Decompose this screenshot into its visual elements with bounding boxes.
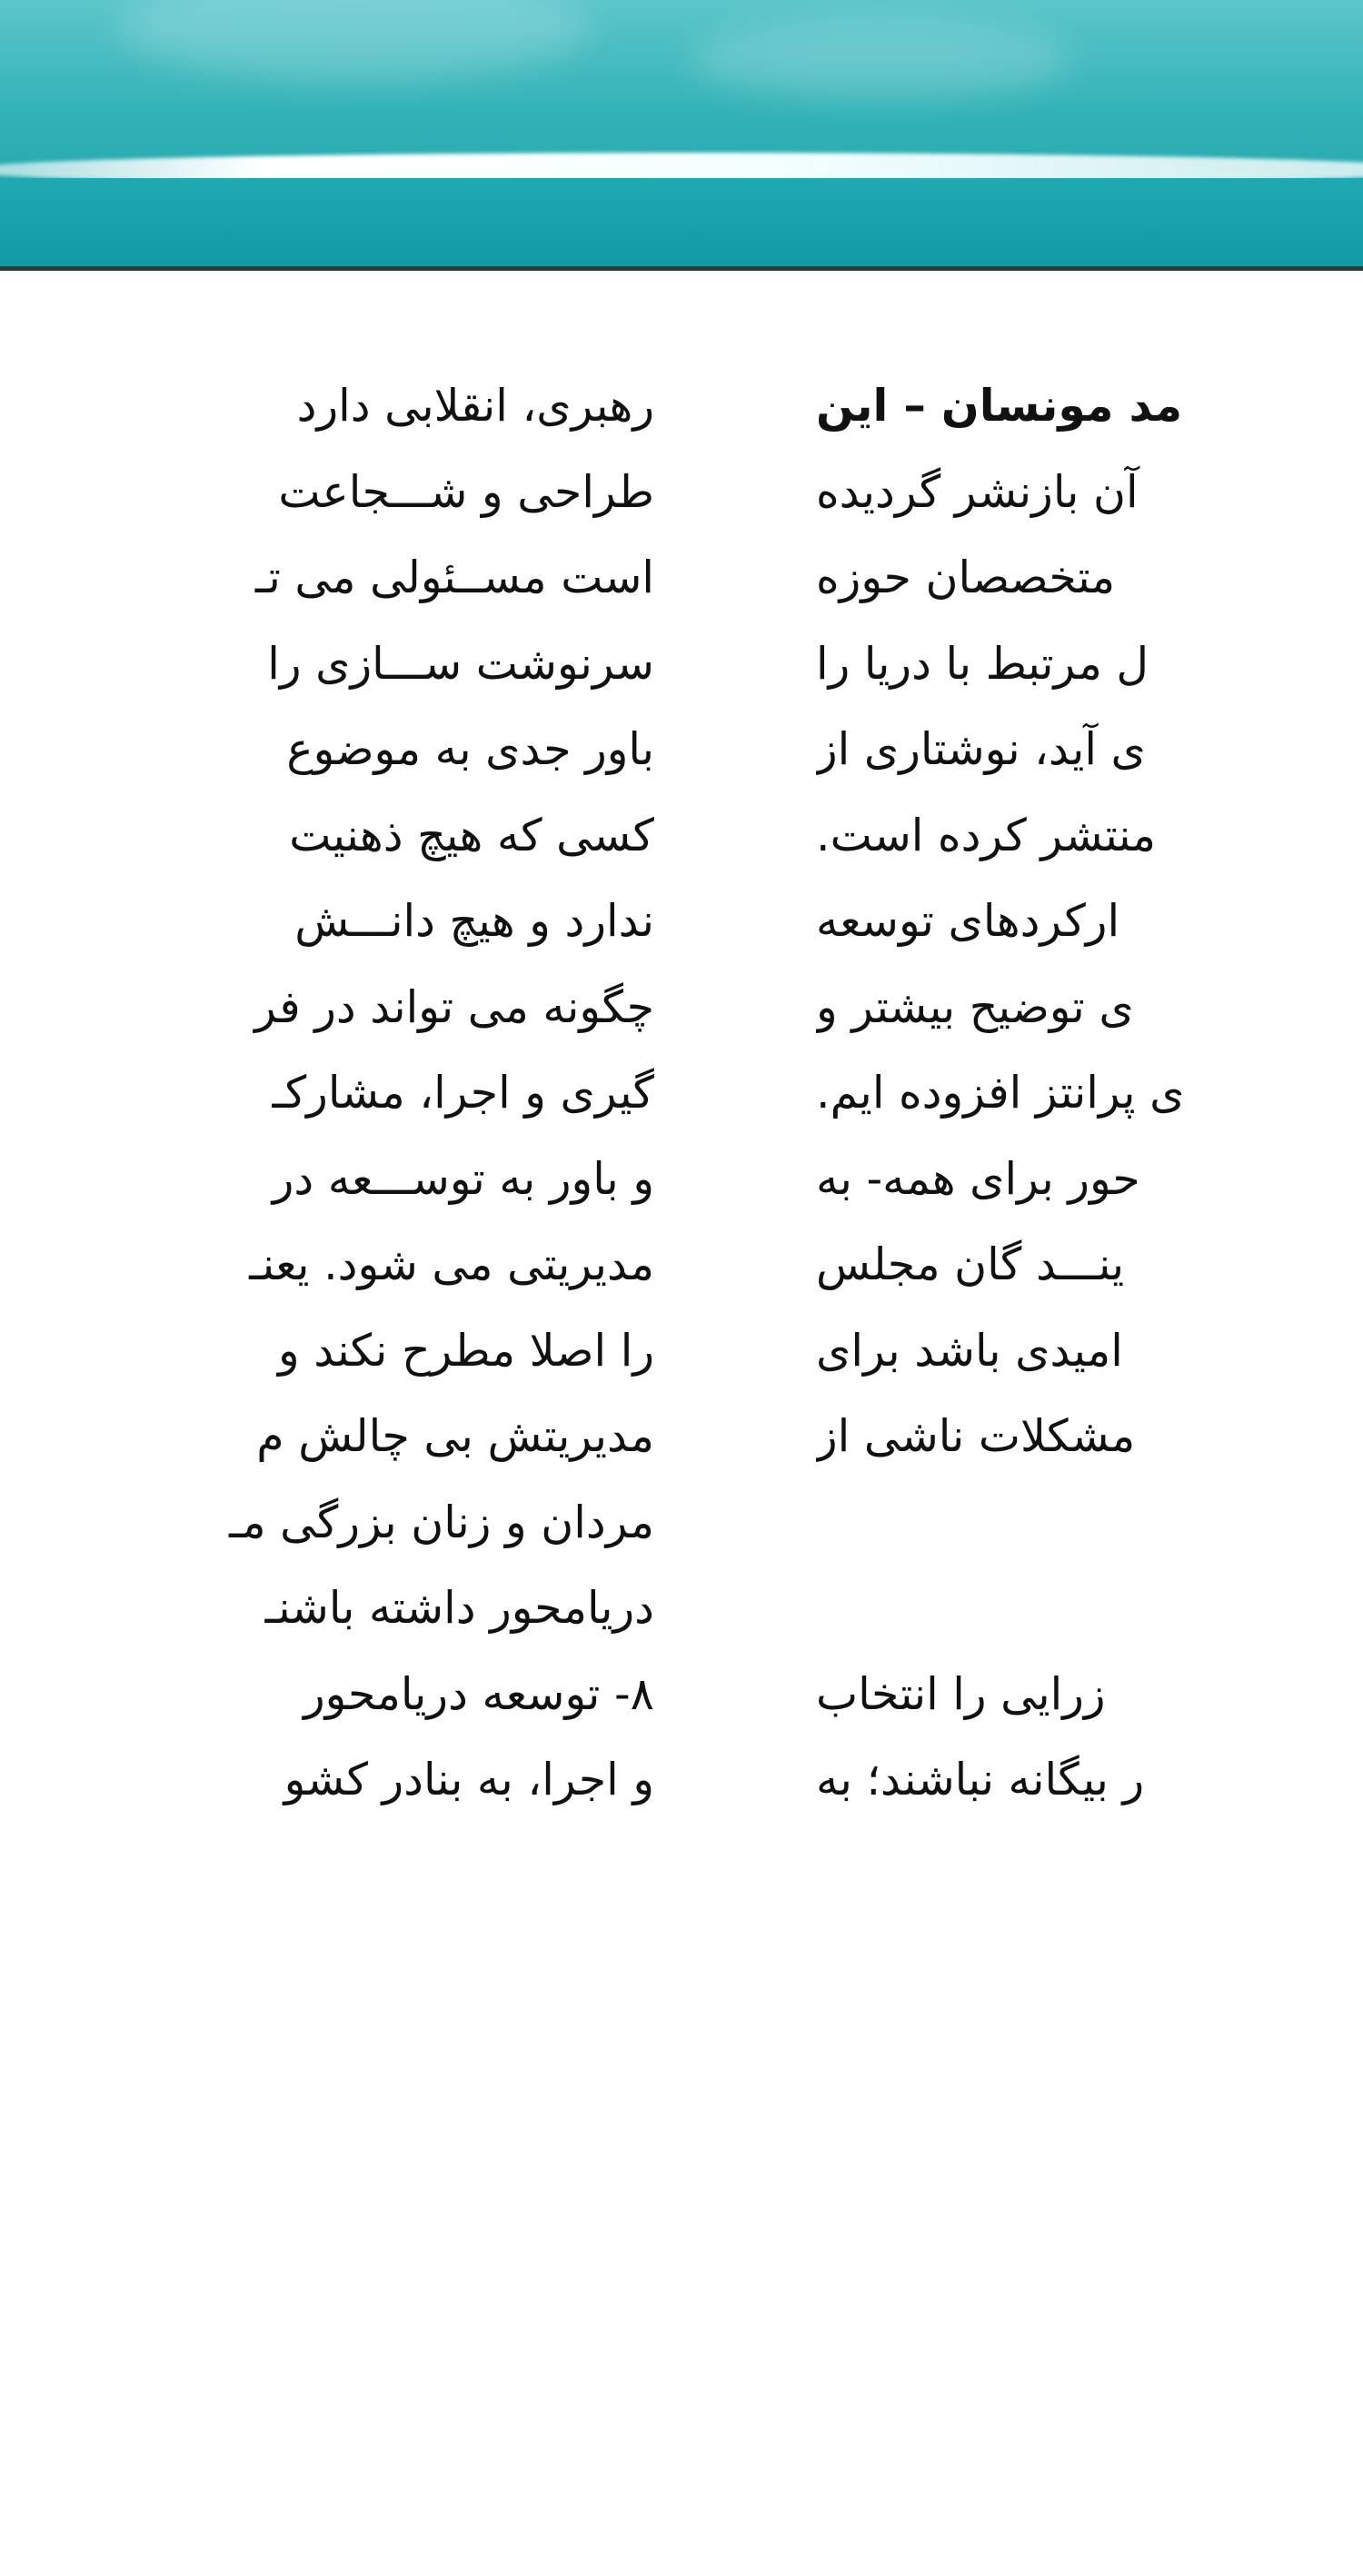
article-line: ل مرتبط با دریا را: [816, 637, 1149, 690]
article-line: را اصلا مطرح نکند و: [277, 1324, 654, 1377]
article-line: مد مونسان – این: [816, 380, 1183, 432]
article-line: حور برای همه- به: [816, 1152, 1140, 1205]
article-line: ی توضیح بیشتر و: [816, 980, 1134, 1033]
article-line: است مســئولی می تـ: [254, 552, 654, 603]
article-line: مدیریتش بی چالش م: [256, 1410, 654, 1462]
article-line: چگونه می تواند در فر: [254, 980, 654, 1033]
article-line: ینـــد گان مجلس: [816, 1238, 1125, 1290]
article-line: باور جدی به موضوع: [286, 723, 654, 775]
article-column-left: [0, 363, 654, 1824]
article-line: سرنوشت ســـازی را: [267, 637, 654, 690]
article-line: ندارد و هیچ دانـــش: [294, 895, 654, 947]
article-line: آن بازنشر گردیده: [816, 465, 1139, 518]
article-line: و اجرا، به بنادر کشو: [284, 1754, 654, 1805]
header-banner-image: [0, 0, 1363, 271]
article-line: امیدی باشد برای: [816, 1324, 1123, 1377]
article-line: طراحی و شـــجاعت: [278, 465, 654, 518]
article-line: [816, 1480, 1363, 1566]
article-line: متخصصان حوزه: [816, 552, 1116, 603]
article-line: زرایی را انتخاب: [816, 1667, 1106, 1720]
article-line: و باور به توســـعه در: [272, 1152, 654, 1205]
article-line: ر بیگانه نباشند؛ به: [816, 1754, 1145, 1805]
article-line: ۸- توسعه دریامحور: [303, 1667, 654, 1720]
article-line: منتشر کرده است.: [816, 809, 1156, 861]
article-line: رهبری، انقلابی دارد: [296, 380, 654, 432]
article-line: مشکلات ناشی از: [816, 1410, 1136, 1462]
article-line: ارکردهای توسعه: [816, 895, 1120, 947]
article-line: دریامحور داشته باشنـ: [264, 1582, 654, 1634]
article-column-right: [816, 363, 1363, 1824]
article-line: گیری و اجرا، مشارکـ: [272, 1067, 654, 1119]
article-line: ی آید، نوشتاری از: [816, 723, 1146, 775]
article-line: ی پرانتز افزوده ایم.: [816, 1067, 1185, 1119]
article-line: مردان و زنان بزرگی مـ: [229, 1496, 654, 1548]
article-line: مدیریتی می شود. یعنـ: [249, 1238, 654, 1290]
article-line: کسی که هیچ ذهنیت: [289, 809, 654, 861]
article-line: [816, 1566, 1363, 1652]
